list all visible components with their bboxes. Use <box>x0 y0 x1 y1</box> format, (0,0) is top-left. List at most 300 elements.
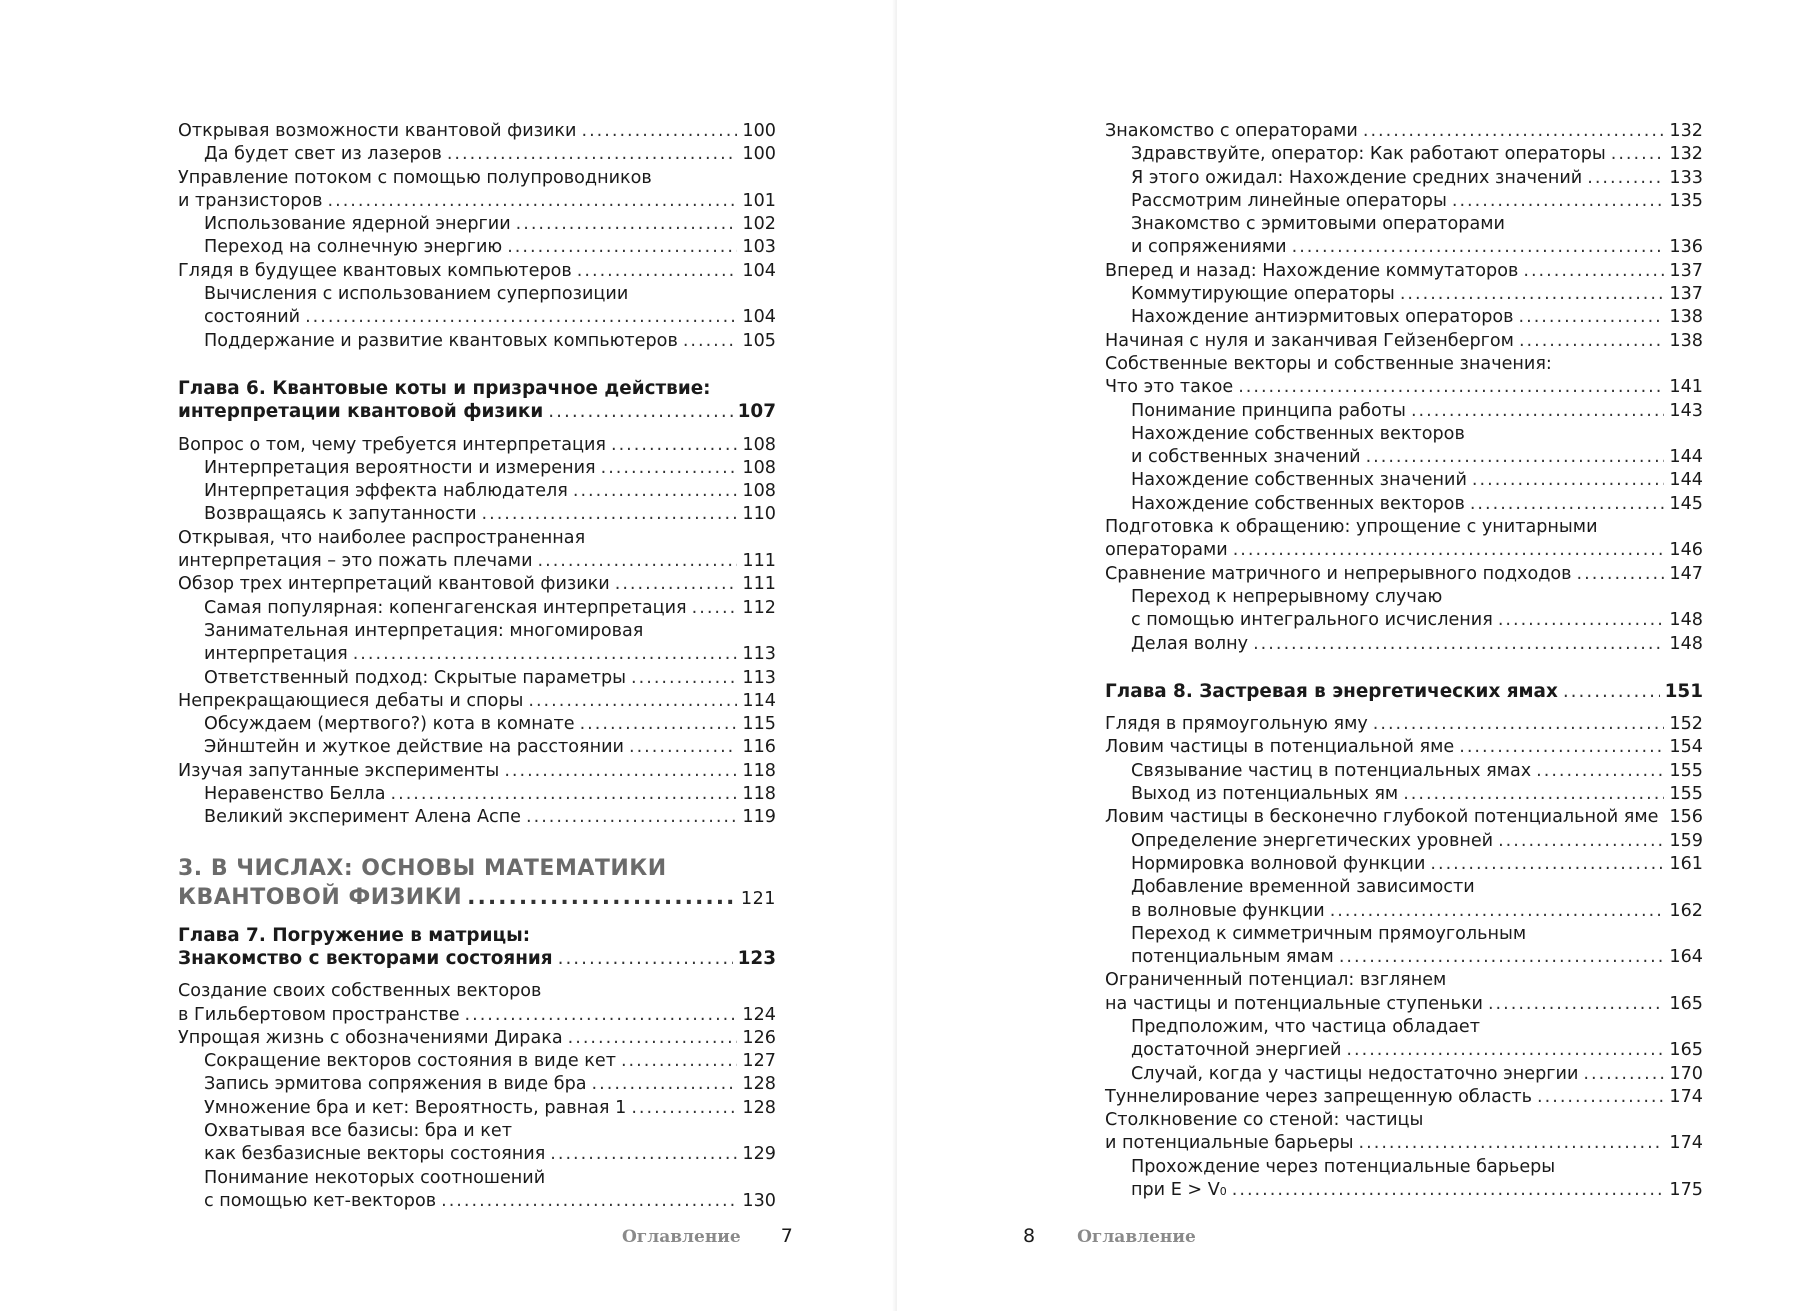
toc-entry-title: Обсуждаем (мертвого?) кота в комнате <box>204 714 575 735</box>
dot-leader <box>391 783 738 806</box>
toc-entry-title: Запись эрмитова сопряжения в виде бра <box>204 1074 587 1095</box>
toc-entry <box>1105 923 1703 946</box>
toc-entry <box>178 1190 776 1213</box>
toc-entry-title: Переход на солнечную энергию <box>204 237 503 258</box>
toc-entry-title: и собственных значений <box>1131 447 1361 468</box>
toc-page-number: 115 <box>742 714 776 735</box>
toc-entry-title: Ловим частицы в потенциальной яме <box>1105 737 1455 758</box>
toc-entry <box>1105 190 1703 213</box>
toc-page-number: 118 <box>742 784 776 805</box>
dot-leader <box>538 550 738 573</box>
toc-entry-title: с помощью интегрального исчисления <box>1131 610 1493 631</box>
toc-entry-title: Предположим, что частица обладает <box>1131 1016 1480 1037</box>
toc-entry-title: Умножение бра и кет: Вероятность, равная 1 <box>204 1097 627 1118</box>
toc-entry <box>1105 1179 1703 1202</box>
toc-entry <box>178 1143 776 1166</box>
toc-page-number: 145 <box>1669 493 1703 514</box>
toc-page-number: 130 <box>742 1190 776 1211</box>
dot-leader <box>581 120 737 143</box>
toc-entry-title: Обзор трех интерпретаций квантовой физики <box>178 574 610 595</box>
toc-entry <box>178 306 776 329</box>
dot-leader <box>353 643 738 666</box>
dot-leader <box>1459 736 1664 759</box>
toc-entry-title: Понимание принципа работы <box>1131 400 1406 421</box>
toc-page-number: 104 <box>742 260 776 281</box>
toc-entry-title: потенциальным ямам <box>1131 947 1334 968</box>
toc-entry <box>1105 143 1703 166</box>
toc-page-number: 101 <box>742 190 776 211</box>
dot-leader <box>1470 493 1665 516</box>
dot-leader <box>1238 376 1664 399</box>
toc-page-number: 156 <box>1669 807 1703 828</box>
toc-entry-title: Начиная с нуля и заканчивая Гейзенбергом <box>1105 330 1514 351</box>
dot-leader <box>683 330 738 353</box>
toc-entry <box>1105 353 1703 376</box>
spacer <box>178 830 776 854</box>
dot-leader <box>482 503 738 526</box>
toc-entry-title: достаточной энергией <box>1131 1040 1342 1061</box>
dot-leader <box>1577 563 1665 586</box>
toc-entry-title: Я этого ожидал: Нахождение средних значений <box>1131 167 1583 188</box>
toc-entry <box>1105 423 1703 446</box>
toc-entry-title: Нахождение антиэрмитовых операторов <box>1131 307 1514 328</box>
toc-entry-title: в волновые функции <box>1131 900 1325 921</box>
right-footer <box>1023 1225 1196 1247</box>
toc-entry <box>178 643 776 666</box>
toc-entry-title: Туннелирование через запрещенную область <box>1105 1086 1533 1107</box>
dot-leader <box>1359 1132 1665 1155</box>
dot-leader <box>1498 609 1665 632</box>
dot-leader <box>1523 260 1664 283</box>
toc-entry-title: Коммутирующие операторы <box>1131 284 1395 305</box>
toc-entry-title: Выход из потенциальных ям <box>1131 784 1399 805</box>
toc-chapter <box>1105 680 1703 703</box>
dot-leader <box>1233 539 1665 562</box>
toc-entry <box>1105 783 1703 806</box>
toc-entry <box>1105 120 1703 143</box>
toc-entry <box>178 283 776 306</box>
toc-right <box>1105 120 1703 1202</box>
toc-entry <box>1105 376 1703 399</box>
toc-page-number: 155 <box>1669 784 1703 805</box>
toc-entry <box>1105 236 1703 259</box>
toc-entry <box>1105 563 1703 586</box>
toc-entry-title: интерпретация <box>204 644 348 665</box>
toc-chapter <box>178 377 776 400</box>
toc-page-number: 165 <box>1669 1040 1703 1061</box>
toc-page-number: 143 <box>1669 400 1703 421</box>
right-page <box>897 0 1796 1311</box>
dot-leader <box>465 1004 738 1027</box>
toc-chapter <box>178 947 776 970</box>
toc-entry-title: Ответственный подход: Скрытые параметры <box>204 667 627 688</box>
toc-entry <box>1105 400 1703 423</box>
toc-page-number: 144 <box>1669 470 1703 491</box>
toc-entry-title: Ограниченный потенциал: взглянем <box>1105 970 1447 991</box>
dot-leader <box>441 1190 737 1213</box>
toc-page-number: 116 <box>742 737 776 758</box>
toc-entry <box>178 167 776 190</box>
toc-page-number: 100 <box>742 121 776 141</box>
dot-leader <box>1366 446 1665 469</box>
toc-entry-title: Переход к симметричным прямоугольным <box>1131 923 1527 944</box>
toc-page-number: 114 <box>742 690 776 711</box>
toc-entry-title: Упрощая жизнь с обозначениями Дирака <box>178 1027 563 1048</box>
toc-page-number: 146 <box>1669 540 1703 561</box>
toc-entry <box>178 690 776 713</box>
toc-page-number: 119 <box>742 807 776 828</box>
toc-page-number: 121 <box>740 888 776 909</box>
toc-entry-title: Непрекращающиеся дебаты и споры <box>178 690 524 711</box>
toc-page-number: 136 <box>1669 237 1703 258</box>
toc-entry-title: Неравенство Белла <box>204 784 386 805</box>
dot-leader <box>1536 760 1664 783</box>
toc-entry <box>178 330 776 353</box>
toc-entry-title: Вперед и назад: Нахождение коммутаторов <box>1105 260 1519 281</box>
toc-entry-title: Использование ядерной энергии <box>204 214 511 235</box>
toc-page-number: 138 <box>1669 330 1703 351</box>
toc-entry <box>178 597 776 620</box>
dot-leader <box>1587 167 1664 190</box>
toc-entry <box>1105 167 1703 190</box>
footer-label: Оглавление <box>622 1227 741 1247</box>
toc-entry-title: Создание своих собственных векторов <box>178 981 542 1002</box>
toc-entry <box>1105 876 1703 899</box>
toc-entry <box>1105 330 1703 353</box>
toc-page-number: 123 <box>737 947 776 969</box>
spacer <box>178 970 776 980</box>
toc-entry-title: КВАНТОВОЙ ФИЗИКИ <box>178 884 463 910</box>
dot-leader <box>692 597 738 620</box>
toc-left <box>178 120 776 1213</box>
toc-entry <box>178 190 776 213</box>
page-number: 7 <box>780 1225 793 1247</box>
toc-entry <box>1105 1132 1703 1155</box>
toc-entry <box>1105 586 1703 609</box>
toc-page-number: 148 <box>1669 633 1703 654</box>
toc-entry-title: Вопрос о том, чему требуется интерпретация <box>178 434 606 455</box>
toc-page-number: 105 <box>742 330 776 351</box>
toc-entry <box>178 236 776 259</box>
page-number: 8 <box>1023 1225 1036 1247</box>
toc-entry-title: Собственные векторы и собственные значения: <box>1105 353 1552 374</box>
dot-leader <box>592 1073 738 1096</box>
toc-entry <box>1105 1063 1703 1086</box>
toc-page-number: 165 <box>1669 993 1703 1014</box>
toc-entry-title: и потенциальные барьеры <box>1105 1133 1354 1154</box>
dot-leader <box>1583 1063 1664 1086</box>
dot-leader <box>526 806 737 829</box>
toc-entry <box>1105 283 1703 306</box>
toc-entry-title: Да будет свет из лазеров <box>204 144 442 165</box>
toc-entry-title: Знакомство с операторами <box>1105 121 1358 141</box>
toc-entry <box>178 550 776 573</box>
toc-page-number: 118 <box>742 760 776 781</box>
dot-leader <box>1403 783 1664 806</box>
toc-page-number: 151 <box>1664 680 1703 702</box>
toc-page-number: 107 <box>737 401 776 423</box>
dot-leader <box>1253 633 1664 656</box>
toc-page-number: 159 <box>1669 830 1703 851</box>
toc-entry <box>1105 1109 1703 1132</box>
dot-leader <box>631 667 737 690</box>
toc-entry <box>1105 260 1703 283</box>
toc-entry-title: Возвращаясь к запутанности <box>204 504 477 525</box>
toc-entry-title: Изучая запутанные эксперименты <box>178 760 500 781</box>
toc-page-number: 141 <box>1669 377 1703 398</box>
toc-entry-title: Великий эксперимент Алена Аспе <box>204 807 522 828</box>
toc-entry-title: и транзисторов <box>178 190 323 211</box>
toc-entry-title: Вычисления с использованием суперпозиции <box>204 284 629 305</box>
toc-entry <box>1105 1086 1703 1109</box>
dot-leader <box>1519 330 1664 353</box>
dot-leader <box>573 480 738 503</box>
toc-entry <box>1105 1039 1703 1062</box>
toc-page-number: 129 <box>742 1144 776 1165</box>
toc-entry <box>178 620 776 643</box>
toc-entry <box>1105 1156 1703 1179</box>
toc-entry <box>1105 713 1703 736</box>
toc-page-number: 174 <box>1669 1086 1703 1107</box>
toc-entry-title: Ловим частицы в бесконечно глубокой потенциальной яме <box>1105 807 1659 828</box>
dot-leader <box>1664 806 1665 829</box>
dot-leader <box>447 143 738 166</box>
dot-leader <box>568 1027 738 1050</box>
left-footer <box>622 1225 793 1247</box>
toc-entry-title: Нормировка волновой функции <box>1131 853 1426 874</box>
dot-leader <box>1346 1039 1664 1062</box>
toc-entry-title: Понимание некоторых соотношений <box>204 1167 546 1188</box>
toc-page-number: 108 <box>742 434 776 455</box>
dot-leader <box>615 573 738 596</box>
toc-entry <box>178 260 776 283</box>
dot-leader <box>1452 190 1665 213</box>
dot-leader <box>305 306 737 329</box>
toc-entry-title: Занимательная интерпретация: многомировая <box>204 620 644 641</box>
toc-entry-title: на частицы и потенциальные ступеньки <box>1105 993 1483 1014</box>
toc-entry <box>1105 633 1703 656</box>
dot-leader <box>516 213 738 236</box>
dot-leader <box>629 736 737 759</box>
toc-entry-title: Рассмотрим линейные операторы <box>1131 190 1447 211</box>
toc-entry-title: с помощью кет-векторов <box>204 1190 437 1211</box>
dot-leader <box>328 190 738 213</box>
toc-entry-title: Нахождение собственных векторов <box>1131 423 1465 444</box>
toc-page-number: 103 <box>742 237 776 258</box>
toc-entry <box>178 434 776 457</box>
toc-entry-title: Поддержание и развитие квантовых компьютеров <box>204 330 678 351</box>
toc-entry <box>178 783 776 806</box>
dot-leader <box>550 1143 737 1166</box>
toc-entry <box>1105 993 1703 1016</box>
dot-leader <box>631 1097 737 1120</box>
toc-entry-title: Глава 7. Погружение в матрицы: <box>178 924 531 946</box>
toc-entry-title: Глядя в прямоугольную яму <box>1105 714 1368 735</box>
toc-entry-title: Нахождение собственных значений <box>1131 470 1467 491</box>
toc-entry-title: Знакомство с эрмитовыми операторами <box>1131 214 1505 235</box>
toc-entry <box>1105 969 1703 992</box>
dot-leader <box>1330 900 1665 923</box>
toc-entry <box>1105 900 1703 923</box>
dot-leader <box>528 690 737 713</box>
toc-entry <box>1105 469 1703 492</box>
toc-entry <box>1105 830 1703 853</box>
toc-entry <box>178 213 776 236</box>
toc-page-number: 100 <box>742 144 776 165</box>
toc-page-number: 133 <box>1669 167 1703 188</box>
toc-entry <box>1105 446 1703 469</box>
dot-leader <box>1488 993 1664 1016</box>
toc-entry <box>178 143 776 166</box>
toc-page-number: 102 <box>742 214 776 235</box>
toc-page-number: 132 <box>1669 144 1703 165</box>
toc-entry-title: Случай, когда у частицы недостаточно энергии <box>1131 1063 1579 1084</box>
toc-entry-title: Эйнштейн и жуткое действие на расстоянии <box>204 737 624 758</box>
toc-page-number: 137 <box>1669 260 1703 281</box>
subscript: 0 <box>1219 1185 1227 1199</box>
toc-entry <box>178 120 776 143</box>
toc-entry-title: Глава 8. Застревая в энергетических ямах <box>1105 680 1558 702</box>
dot-leader <box>1430 853 1664 876</box>
toc-entry-title: Знакомство с векторами состояния <box>178 947 553 969</box>
toc-chapter <box>178 924 776 947</box>
dot-leader <box>1411 400 1664 423</box>
toc-page-number: 126 <box>742 1027 776 1048</box>
toc-entry <box>178 457 776 480</box>
toc-part <box>178 854 776 883</box>
toc-entry-title: состояний <box>204 307 301 328</box>
toc-page-number: 161 <box>1669 853 1703 874</box>
dot-leader <box>504 760 737 783</box>
dot-leader <box>1537 1086 1664 1109</box>
toc-entry-title: Связывание частиц в потенциальных ямах <box>1131 760 1532 781</box>
dot-leader <box>1519 306 1665 329</box>
toc-entry-title: Подготовка к обращению: упрощение с унитарными <box>1105 517 1598 538</box>
dot-leader <box>467 883 736 912</box>
toc-page-number: 113 <box>742 644 776 665</box>
toc-entry-title: Сокращение векторов состояния в виде кет <box>204 1051 616 1072</box>
spacer <box>1105 703 1703 713</box>
toc-entry <box>1105 516 1703 539</box>
toc-entry <box>178 1097 776 1120</box>
toc-page-number: 113 <box>742 667 776 688</box>
dot-leader <box>1339 946 1665 969</box>
toc-entry-title: Управление потоком с помощью полупроводников <box>178 167 652 188</box>
toc-part <box>178 883 776 912</box>
toc-entry-title: Глядя в будущее квантовых компьютеров <box>178 260 572 281</box>
toc-entry <box>1105 539 1703 562</box>
toc-entry <box>1105 306 1703 329</box>
toc-entry <box>178 1004 776 1027</box>
toc-entry-title: в Гильбертовом пространстве <box>178 1004 460 1025</box>
toc-entry-title: Интерпретация эффекта наблюдателя <box>204 481 568 502</box>
toc-entry-title: при E > V <box>1131 1180 1220 1201</box>
toc-entry-title: Здравствуйте, оператор: Как работают операторы <box>1131 144 1606 165</box>
toc-entry <box>178 806 776 829</box>
toc-entry-title: Прохождение через потенциальные барьеры <box>1131 1156 1556 1177</box>
dot-leader <box>548 400 732 423</box>
toc-page-number: 132 <box>1669 121 1703 141</box>
toc-entry <box>1105 736 1703 759</box>
toc-page-number: 144 <box>1669 447 1703 468</box>
toc-entry <box>178 1073 776 1096</box>
dot-leader <box>558 947 733 970</box>
toc-entry <box>1105 609 1703 632</box>
toc-page-number: 108 <box>742 457 776 478</box>
dot-leader <box>1363 120 1665 143</box>
toc-page-number: 104 <box>742 307 776 328</box>
toc-page-number: 111 <box>742 551 776 572</box>
dot-leader <box>601 457 738 480</box>
toc-page-number: 138 <box>1669 307 1703 328</box>
dot-leader <box>507 236 737 259</box>
toc-page-number: 110 <box>742 504 776 525</box>
footer-label: Оглавление <box>1077 1227 1196 1247</box>
dot-leader <box>580 713 738 736</box>
toc-entry-title: Открывая, что наиболее распространенная <box>178 527 586 548</box>
toc-entry <box>178 1167 776 1190</box>
toc-entry-title: Добавление временной зависимости <box>1131 877 1475 898</box>
toc-page-number: 108 <box>742 481 776 502</box>
dot-leader <box>1611 143 1665 166</box>
toc-entry-title: Определение энергетических уровней <box>1131 830 1494 851</box>
dot-leader <box>1563 680 1660 703</box>
spacer <box>178 424 776 434</box>
toc-page-number: 175 <box>1669 1180 1703 1201</box>
dot-leader <box>1373 713 1665 736</box>
toc-entry <box>1105 493 1703 516</box>
toc-page-number: 164 <box>1669 947 1703 968</box>
spacer <box>1105 656 1703 680</box>
toc-entry-title: Столкновение со стеной: частицы <box>1105 1110 1424 1131</box>
toc-page-number: 174 <box>1669 1133 1703 1154</box>
toc-entry-title: Открывая возможности квантовой физики <box>178 121 577 141</box>
toc-entry <box>178 1050 776 1073</box>
toc-page-number: 111 <box>742 574 776 595</box>
toc-entry <box>178 760 776 783</box>
toc-page-number: 154 <box>1669 737 1703 758</box>
toc-entry <box>178 736 776 759</box>
toc-page-number: 127 <box>742 1051 776 1072</box>
spacer <box>178 353 776 377</box>
toc-entry <box>1105 1016 1703 1039</box>
dot-leader <box>611 434 737 457</box>
toc-entry-title: Делая волну <box>1131 633 1249 654</box>
toc-entry <box>178 1120 776 1143</box>
toc-page-number: 170 <box>1669 1063 1703 1084</box>
toc-entry-title: Интерпретация вероятности и измерения <box>204 457 596 478</box>
left-page <box>0 0 897 1311</box>
dot-leader <box>1292 236 1665 259</box>
toc-entry <box>1105 213 1703 236</box>
toc-page-number: 124 <box>742 1004 776 1025</box>
toc-page-number: 128 <box>742 1074 776 1095</box>
toc-entry <box>178 667 776 690</box>
toc-page-number: 155 <box>1669 760 1703 781</box>
toc-page-number: 112 <box>742 597 776 618</box>
toc-entry-title: операторами <box>1105 540 1228 561</box>
toc-entry-title: и сопряжениями <box>1131 237 1287 258</box>
dot-leader <box>1400 283 1665 306</box>
toc-entry <box>178 480 776 503</box>
toc-entry-title: Глава 6. Квантовые коты и призрачное действие: <box>178 377 711 399</box>
toc-entry-title: Охватывая все базисы: бра и кет <box>204 1120 512 1141</box>
toc-chapter <box>178 400 776 423</box>
toc-entry-title: как безбазисные векторы состояния <box>204 1144 546 1165</box>
toc-entry <box>178 503 776 526</box>
toc-entry <box>1105 946 1703 969</box>
dot-leader <box>1498 830 1664 853</box>
